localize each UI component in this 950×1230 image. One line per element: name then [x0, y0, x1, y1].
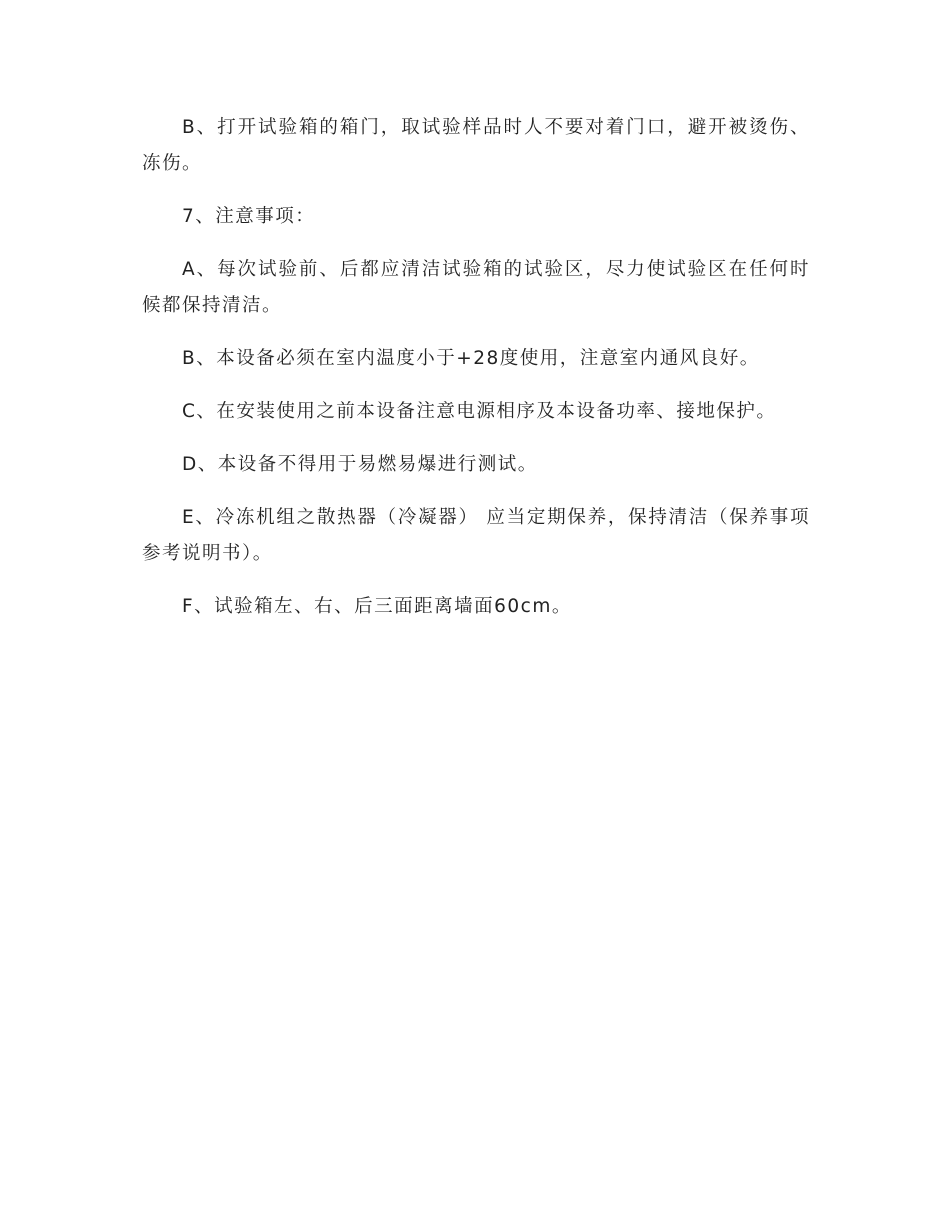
paragraph-c-power-grounding: C、在安装使用之前本设备注意电源相序及本设备功率、接地保护。: [182, 401, 777, 422]
document-body: [142, 110, 810, 642]
paragraph-b-room-temperature: B、本设备必须在室内温度小于+28度使用，注意室内通风良好。: [182, 348, 760, 369]
paragraph-f-wall-clearance: F、试验箱左、右、后三面距离墙面60cm。: [182, 596, 572, 617]
paragraph-d-no-flammables: D、本设备不得用于易燃易爆进行测试。: [182, 454, 538, 475]
paragraph-a-clean-test-area: A、每次试验前、后都应清洁试验箱的试验区，尽力使试验区在任何时候都保持清洁。: [142, 259, 810, 316]
section-heading-precautions: 7、注意事项：: [182, 206, 316, 227]
paragraph-b-open-door: B、打开试验箱的箱门，取试验样品时人不要对着门口，避开被烫伤、冻伤。: [142, 117, 810, 174]
paragraph-e-condenser-maintenance: E、冷冻机组之散热器（冷凝器） 应当定期保养，保持清洁（保养事项参考说明书）。: [142, 507, 810, 564]
